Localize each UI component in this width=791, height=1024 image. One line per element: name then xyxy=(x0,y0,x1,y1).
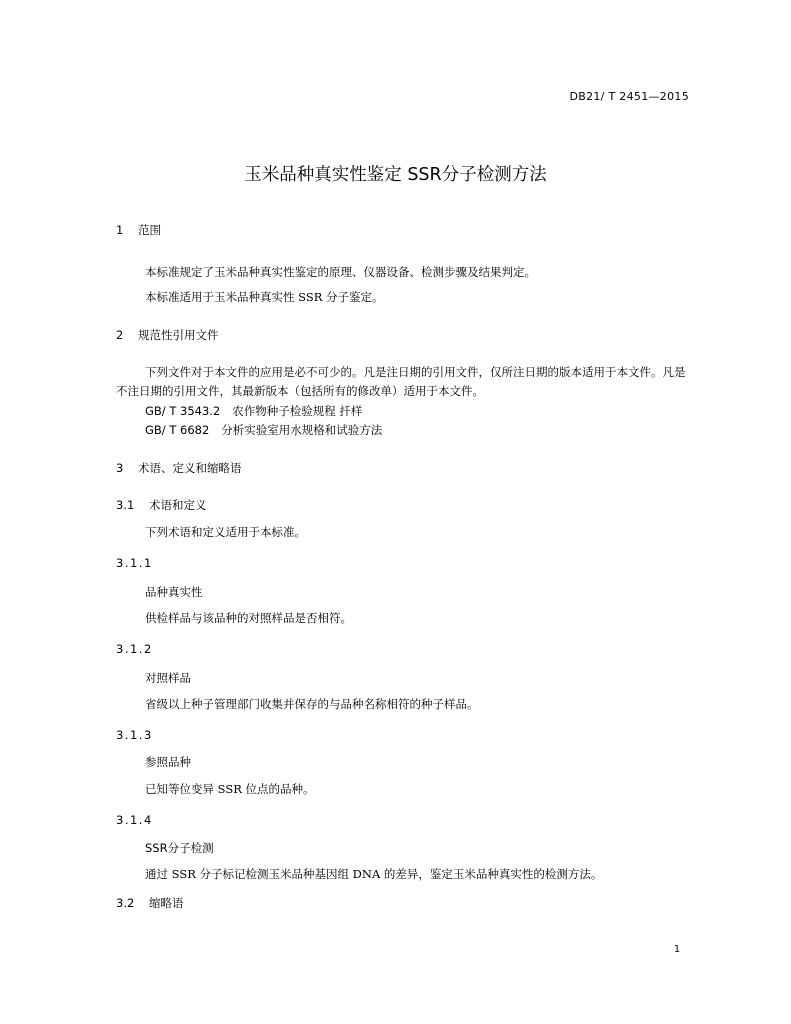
term-number: 3.1.2 xyxy=(116,642,153,656)
term-name: 品种真实性 xyxy=(145,585,203,599)
document-title: 玉米品种真实性鉴定 SSR分子检测方法 xyxy=(244,165,547,185)
subsection-title: 缩略语 xyxy=(149,896,184,910)
section-title: 规范性引用文件 xyxy=(138,328,219,342)
term-definition: 已知等位变异 SSR 位点的品种。 xyxy=(145,782,315,796)
subsection-title: 术语和定义 xyxy=(149,498,207,512)
subsection-3-2-heading xyxy=(116,895,184,911)
reference-code: GB/ T 3543.2 xyxy=(145,404,221,418)
section-1-heading xyxy=(116,222,161,238)
term-number: 3.1.3 xyxy=(116,728,153,742)
section-3-heading xyxy=(116,460,242,476)
section-title: 术语、定义和缩略语 xyxy=(138,461,242,475)
standard-code: DB21/ T 2451—2015 xyxy=(569,90,689,103)
paragraph: 下列术语和定义适用于本标准。 xyxy=(145,525,306,539)
section-number: 1 xyxy=(116,223,124,237)
term-name: 对照样品 xyxy=(145,671,191,685)
section-2-heading xyxy=(116,327,219,343)
paragraph: 本标准适用于玉米品种真实性 SSR 分子鉴定。 xyxy=(145,290,384,304)
paragraph: 本标准规定了玉米品种真实性鉴定的原理、仪器设备、检测步骤及结果判定。 xyxy=(145,265,536,279)
subsection-number: 3.2 xyxy=(116,896,135,910)
term-number: 3.1.4 xyxy=(116,813,153,827)
subsection-number: 3.1 xyxy=(116,498,135,512)
term-definition: 省级以上种子管理部门收集并保存的与品种名称相符的种子样品。 xyxy=(145,697,479,711)
term-definition: 供检样品与该品种的对照样品是否相符。 xyxy=(145,611,352,625)
term-number: 3.1.1 xyxy=(116,556,153,570)
reference-code: GB/ T 6682 xyxy=(145,423,210,437)
term-name: SSR分子检测 xyxy=(145,841,214,855)
term-definition: 通过 SSR 分子标记检测玉米品种基因组 DNA 的差异，鉴定玉米品种真实性的检测方法。 xyxy=(145,867,603,881)
section-title: 范围 xyxy=(138,223,161,237)
paragraph: 下列文件对于本文件的应用是必不可少的。凡是注日期的引用文件，仅所注日期的版本适用于本文件。凡是不注日期的引用文件，其最新版本（包括所有的修改单）适用于本文件。 xyxy=(116,365,686,398)
reference-title: 农作物种子检验规程 扦样 xyxy=(232,404,363,418)
section-number: 2 xyxy=(116,328,124,342)
page-number: 1 xyxy=(673,944,680,955)
section-number: 3 xyxy=(116,461,124,475)
term-name: 参照品种 xyxy=(145,755,191,769)
subsection-3-1-heading xyxy=(116,497,207,513)
reference-item xyxy=(145,403,362,419)
reference-item xyxy=(145,422,382,438)
reference-title: 分析实验室用水规格和试验方法 xyxy=(221,423,383,437)
